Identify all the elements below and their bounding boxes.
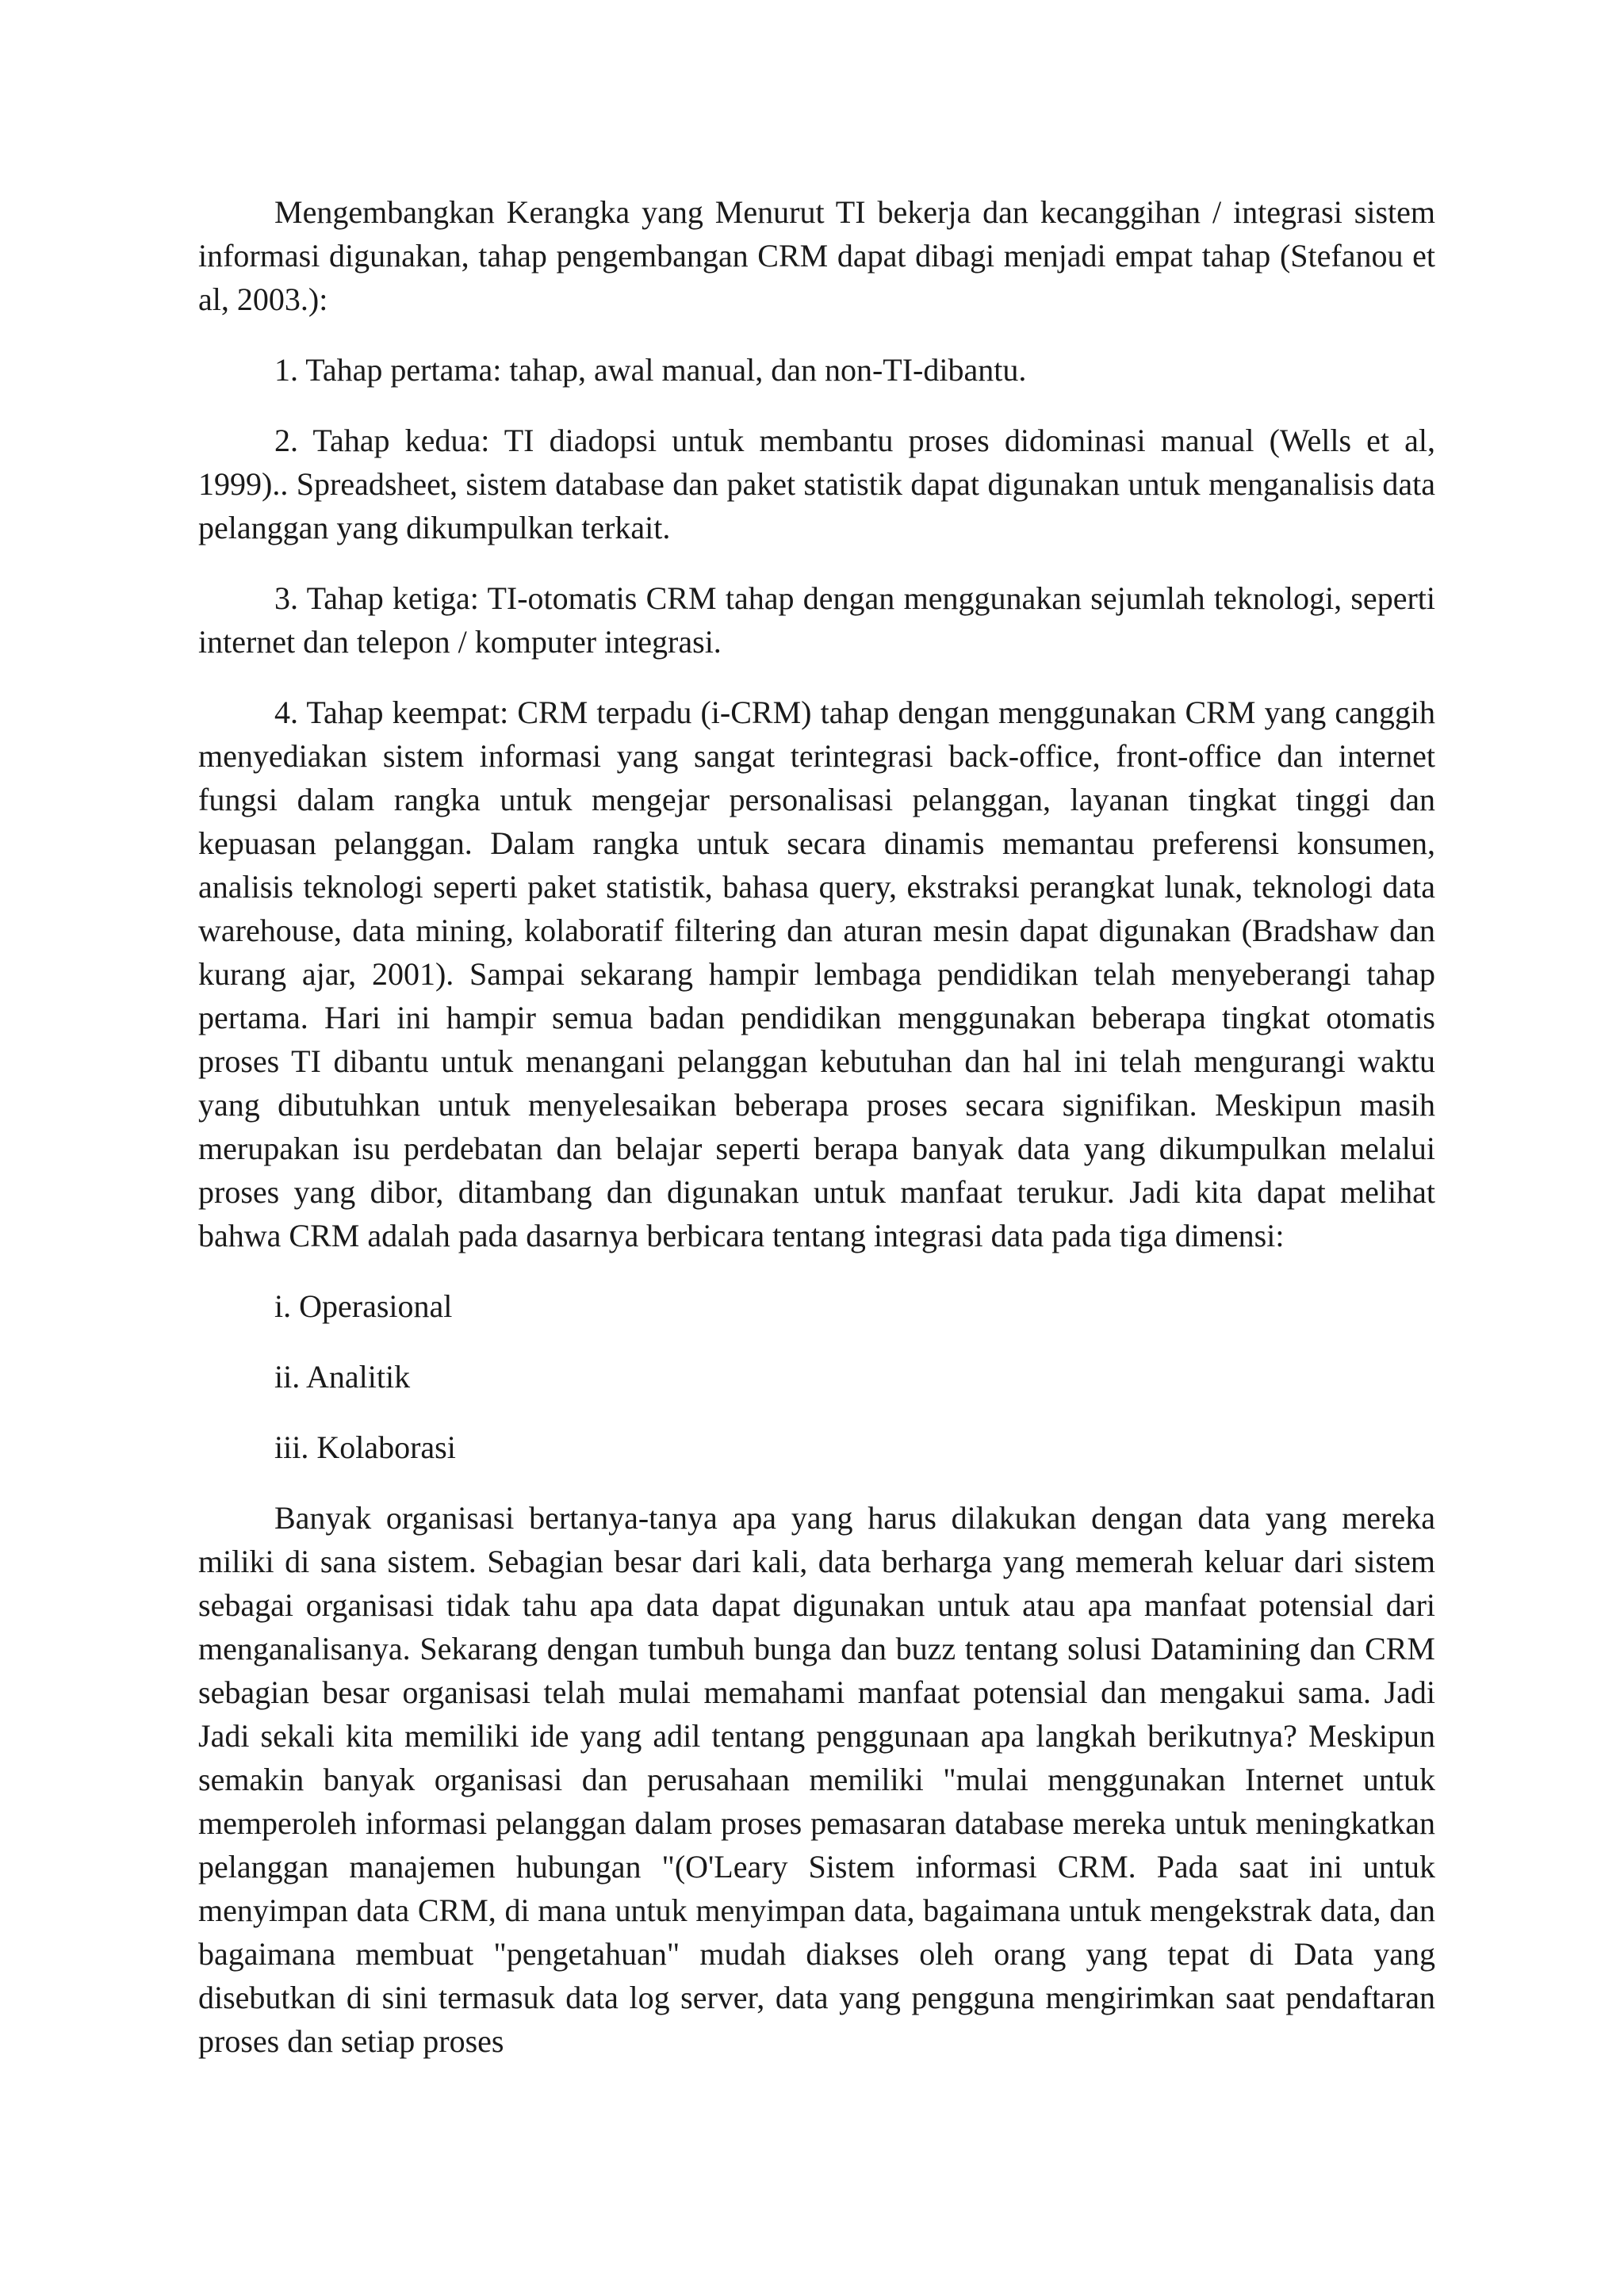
paragraph-stage-3: 3. Tahap ketiga: TI-otomatis CRM tahap dengan menggunakan sejumlah teknologi, seperti internet dan telepon / komputer integrasi. xyxy=(198,580,1435,660)
paragraph-stage-2: 2. Tahap kedua: TI diadopsi untuk membantu proses didominasi manual (Wells et al, 1999).. Spreadsheet, sistem database dan paket statistik dapat digunakan untuk menganalisis data pelanggan yang dikumpulkan terkait. xyxy=(198,423,1435,545)
dimension-list-item: ii. Analitik xyxy=(274,1359,411,1395)
document-body xyxy=(198,190,1435,2090)
dimension-list-item: iii. Kolaborasi xyxy=(274,1429,456,1465)
dimension-list-item: i. Operasional xyxy=(274,1288,453,1324)
paragraph-intro: Mengembangkan Kerangka yang Menurut TI bekerja dan kecanggihan / integrasi sistem informasi digunakan, tahap pengembangan CRM dapat dibagi menjadi empat tahap (Stefanou et al, 2003.): xyxy=(198,194,1435,317)
paragraph-stage-4: 4. Tahap keempat: CRM terpadu (i-CRM) tahap dengan menggunakan CRM yang canggih menyediakan sistem informasi yang sangat terintegrasi back-office, front-office dan internet fungsi dalam rangka untuk mengejar personalisasi pelanggan, layanan tingkat tinggi dan kepuasan pelanggan. Dalam rangka untuk secara dinamis memantau preferensi konsumen, analisis teknologi seperti paket statistik, bahasa query, ekstraksi perangkat lunak, teknologi data warehouse, data mining, kolaboratif filtering dan aturan mesin dapat digunakan (Bradshaw dan kurang ajar, 2001). Sampai sekarang hampir lembaga pendidikan telah menyeberangi tahap pertama. Hari ini hampir semua badan pendidikan menggunakan beberapa tingkat otomatis proses TI dibantu untuk menangani pelanggan kebutuhan dan hal ini telah mengurangi waktu yang dibutuhkan untuk menyelesaikan beberapa proses secara signifikan. Meskipun masih merupakan isu perdebatan dan belajar seperti berapa banyak data yang dikumpulkan melalui proses yang dibor, ditambang dan digunakan untuk manfaat terukur. Jadi kita dapat melihat bahwa CRM adalah pada dasarnya berbicara tentang integrasi data pada tiga dimensi: xyxy=(198,695,1435,1253)
paragraph-stage-1: 1. Tahap pertama: tahap, awal manual, dan non-TI-dibantu. xyxy=(274,352,1027,388)
paragraph-closing: Banyak organisasi bertanya-tanya apa yang harus dilakukan dengan data yang mereka miliki di sana sistem. Sebagian besar dari kali, data berharga yang memerah keluar dari sistem sebagai organisasi tidak tahu apa data dapat digunakan untuk atau apa manfaat potensial dari menganalisanya. Sekarang dengan tumbuh bunga dan buzz tentang solusi Datamining dan CRM sebagian besar organisasi telah mulai memahami manfaat potensial dan mengakui sama. Jadi Jadi sekali kita memiliki ide yang adil tentang penggunaan apa langkah berikutnya? Meskipun semakin banyak organisasi dan perusahaan memiliki "mulai menggunakan Internet untuk memperoleh informasi pelanggan dalam proses pemasaran database mereka untuk meningkatkan pelanggan manajemen hubungan "(O'Leary Sistem informasi CRM. Pada saat ini untuk menyimpan data CRM, di mana untuk menyimpan data, bagaimana untuk mengekstrak data, dan bagaimana membuat "pengetahuan" mudah diakses oleh orang yang tepat di Data yang disebutkan di sini termasuk data log server, data yang pengguna mengirimkan saat pendaftaran proses dan setiap proses xyxy=(198,1500,1435,2059)
